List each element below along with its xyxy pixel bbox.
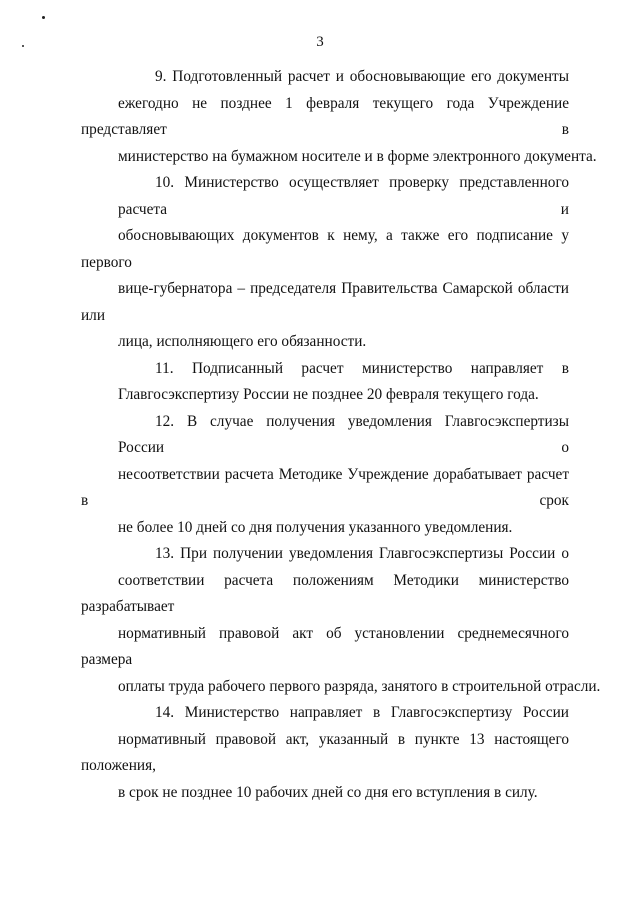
paragraph-13 [81,541,601,700]
paragraph-line: в срок не позднее 10 рабочих дней со дня его вступления в силу. [118,783,538,801]
paragraph-line: 13. При получении уведомления Главгосэкспертизы России о [155,545,569,562]
paragraph-line: 14. Министерство направляет в Главгосэкспертизу России [155,704,569,721]
paragraph-line: нормативный правовой акт, указанный в пункте 13 настоящего положения, [81,730,569,774]
paragraph-12 [81,409,569,542]
paragraph-line: министерство на бумажном носителе и в форме электронного документа. [118,147,597,165]
paragraph-line: оплаты труда рабочего первого разряда, занятого в строительной отрасли. [118,677,601,695]
paragraph-line: вице-губернатора – председателя Правительства Самарской области или [81,280,569,324]
paragraph-line: ежегодно не позднее 1 февраля текущего года Учреждение представляет в [81,94,569,138]
paragraph-line: нормативный правовой акт об установлении среднемесячного размера [81,624,569,668]
paragraph-line: 12. В случае получения уведомления Главгосэкспертизы России о [118,412,569,456]
paragraph-line: обосновывающих документов к нему, а также его подписание у первого [81,227,569,271]
paragraph-14 [81,700,569,806]
document-body [81,64,601,806]
page-number: 3 [316,34,324,50]
paragraph-line: лица, исполняющего его обязанности. [118,333,367,350]
paragraph-line: 11. Подписанный расчет министерство направляет в [155,359,569,377]
paragraph-line: соответствии расчета положениям Методики министерство разрабатывает [81,571,569,615]
paragraph-line: несоответствии расчета Методике Учреждение дорабатывает расчет в срок [81,465,569,509]
paragraph-line: 9. Подготовленный расчет и обосновывающие его документы [155,68,569,85]
paragraph-line: не более 10 дней со дня получения указанного уведомления. [118,518,513,536]
paragraph-line: Главгосэкспертизу России не позднее 20 февраля текущего года. [118,386,539,403]
paragraph-11 [81,356,569,409]
scan-speck [42,16,45,19]
paragraph-line: 10. Министерство осуществляет проверку представленного расчета и [118,174,569,218]
paragraph-10 [81,170,569,356]
paragraph-9 [81,64,597,170]
